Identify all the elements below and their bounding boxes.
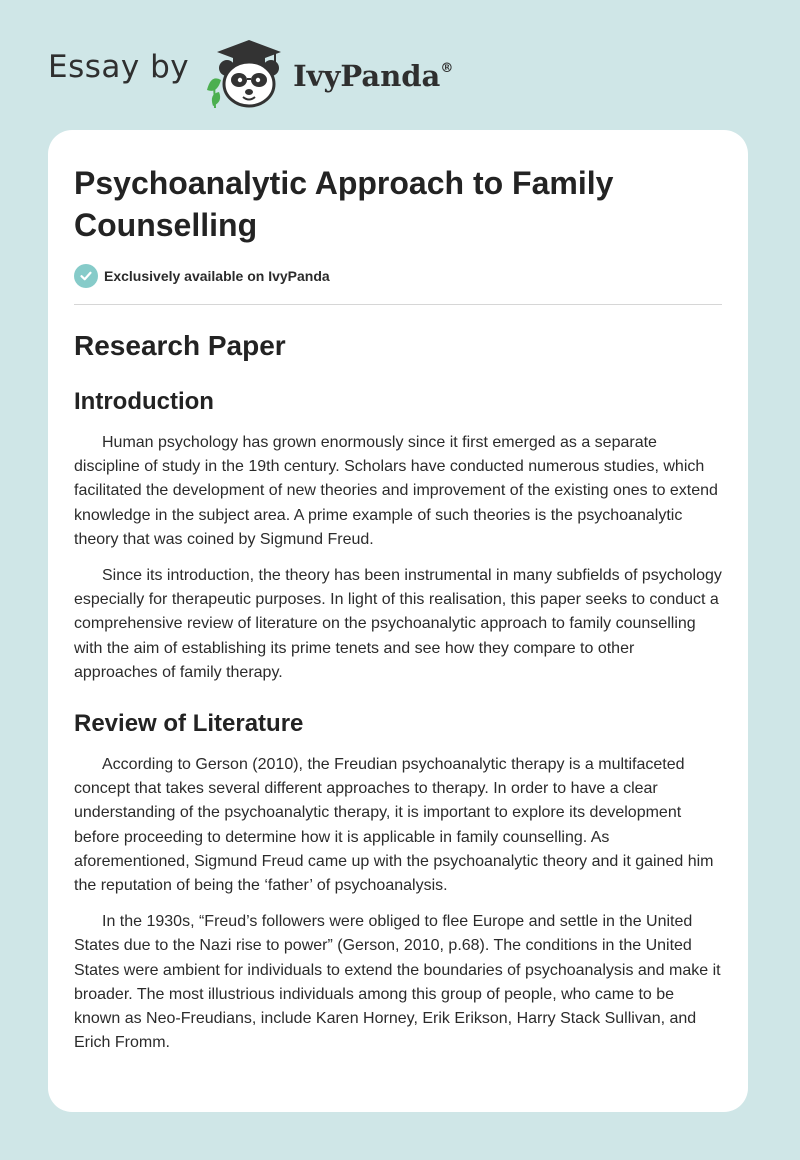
document-type-heading: Research Paper [74, 330, 286, 361]
document-title: Psychoanalytic Approach to Family Counselling [74, 165, 614, 243]
paragraph: Since its introduction, the theory has been instrumental in many subfields of psychology especially for therapeutic purposes. In light of this realisation, this paper seeks to conduct a comprehensive review of literature on the psychoanalytic approach to family counselling with the aim of establishing its prime tenets and see how they compare to other approaches of family therapy. [74, 567, 722, 681]
panda-logo-icon [203, 34, 289, 110]
paragraph: In the 1930s, “Freud’s followers were obliged to flee Europe and settle in the United States due to the Nazi rise to power” (Gerson, 2010, p.68). The conditions in the United States were ambient for individuals to extend the boundaries of psychoanalysis and make it broader. The most illustrious individuals among this group of people, who came to be known as Neo-Freudians, include Karen Horney, Erik Erikson, Harry Stack Sullivan, and Erich Fromm. [74, 913, 721, 1052]
section-heading-introduction: Introduction [74, 388, 214, 415]
brand-prefix: Essay by [48, 49, 190, 85]
brand-name-text: IvyPanda [293, 59, 441, 93]
check-icon [74, 264, 98, 288]
exclusive-badge [74, 264, 722, 288]
paragraph: According to Gerson (2010), the Freudian psychoanalytic therapy is a multifaceted concept that takes several different approaches to therapy. In order to have a clear understanding of the psychoanalytic therapy, it is important to explore its development before proceeding to determine how it is applicable in family counselling. As aforementioned, Sigmund Freud came up with the psychoanalytic theory and it gained him the reputation of being the ‘father’ of psychoanalysis. [74, 756, 714, 895]
brand-header[interactable] [48, 32, 453, 112]
registered-mark: ® [440, 61, 454, 76]
divider [74, 304, 722, 305]
brand-name [293, 59, 453, 93]
exclusive-label: Exclusively available on IvyPanda [104, 268, 330, 284]
document-card [48, 130, 748, 1112]
section-heading-review-of-literature: Review of Literature [74, 710, 304, 738]
paragraph: Human psychology has grown enormously since it first emerged as a separate discipline of study in the 19th century. Scholars have conducted numerous studies, which facilitated the development of new theories and improvement of the existing ones to extend knowledge in the subject area. A prime example of such theories is the psychoanalytic theory that was coined by Sigmund Freud. [74, 434, 718, 548]
